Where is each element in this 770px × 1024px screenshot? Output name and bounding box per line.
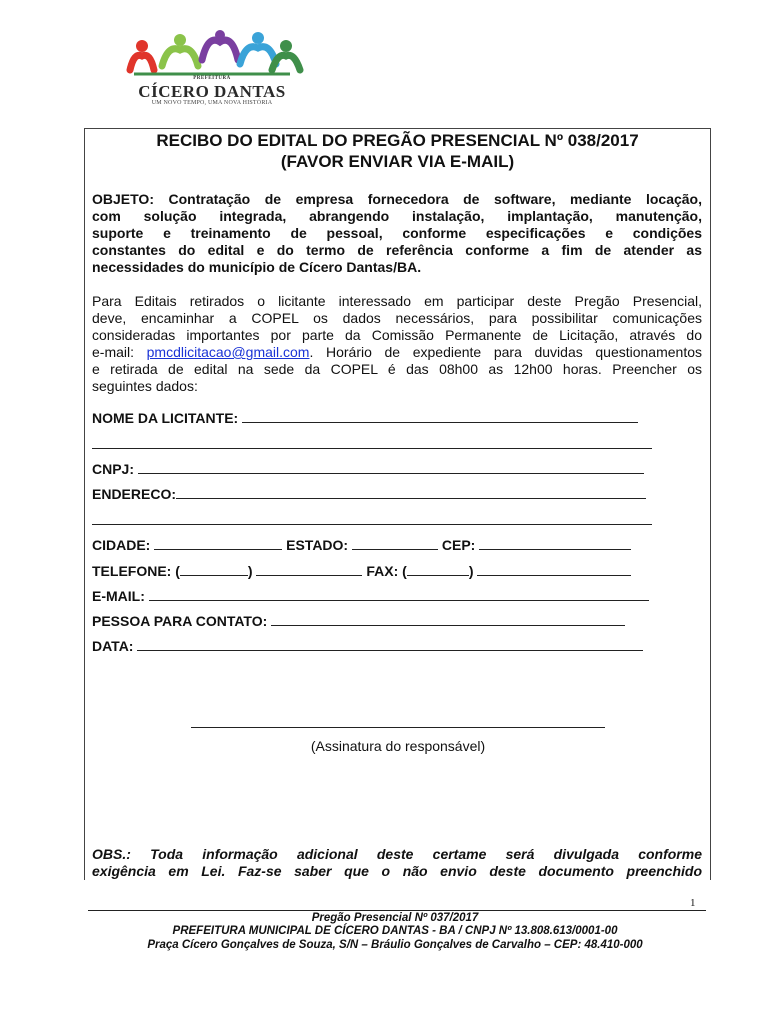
objeto-line: com solução integrada, abrangendo instalação, implantação, manutenção,	[92, 208, 702, 224]
email-label: E-MAIL:	[92, 588, 145, 604]
contato-field	[92, 613, 625, 629]
cidade-estado-cep-field	[92, 537, 631, 553]
endereco-field	[92, 486, 646, 502]
obs-line: OBS.: Toda informação adicional deste certame será divulgada conforme	[92, 846, 702, 862]
objeto-line: constantes do edital e do termo de referência conforme a fim de atender as	[92, 242, 702, 258]
document-title: RECIBO DO EDITAL DO PREGÃO PRESENCIAL Nº 038/2017	[156, 131, 639, 150]
cidade-input-line[interactable]	[154, 538, 282, 550]
data-label: DATA:	[92, 638, 134, 654]
email-field	[92, 588, 649, 604]
contato-input-line[interactable]	[271, 614, 625, 626]
email-suffix: . Horário de expediente para duvidas questionamentos	[309, 344, 702, 360]
logo-slogan: UM NOVO TEMPO, UMA NOVA HISTÓRIA	[151, 100, 273, 106]
cnpj-field	[92, 461, 644, 477]
data-input-line[interactable]	[137, 639, 643, 651]
contato-label: PESSOA PARA CONTATO:	[92, 613, 268, 629]
instructions-line: e retirada de edital na sede da COPEL é das 08h00 as 12h00 horas. Preencher os	[92, 361, 702, 377]
cep-label: CEP:	[441, 537, 476, 553]
page-number: 1	[690, 897, 696, 909]
signature-label: (Assinatura do responsável)	[310, 738, 486, 754]
telefone-fax-field: TELEFONE: ( ) FAX: ( )	[92, 563, 631, 579]
document-subtitle: (FAVOR ENVIAR VIA E-MAIL)	[280, 152, 515, 171]
instructions-line: deve, encaminhar a COPEL os dados necessários, para possibilitar comunicações	[92, 310, 702, 326]
instructions-line-email	[92, 344, 702, 361]
instructions-line: consideradas importantes por parte da Comissão Permanente de Licitação, através do	[92, 327, 702, 343]
instructions-paragraph	[92, 293, 702, 395]
email-link[interactable]: pmcdlicitacao@gmail.com	[146, 344, 310, 360]
nome-input-line-2[interactable]	[92, 448, 652, 449]
endereco-input-line-2[interactable]	[92, 524, 652, 525]
obs-line: exigência em Lei. Faz-se saber que o não envio deste documento preenchido	[92, 863, 702, 879]
cnpj-label: CNPJ:	[92, 461, 135, 477]
objeto-line: necessidades do município de Cícero Dantas/BA.	[92, 259, 422, 275]
municipality-logo	[112, 30, 312, 108]
footer-divider	[88, 910, 706, 911]
endereco-label: ENDERECO:	[92, 486, 177, 502]
nome-field	[92, 410, 638, 426]
footer-line-3: Praça Cícero Gonçalves de Souza, S/N – Bráulio Gonçalves de Carvalho – CEP: 48.410-000	[147, 939, 643, 951]
endereco-input-line[interactable]	[176, 487, 646, 499]
cnpj-input-line[interactable]	[138, 462, 644, 474]
people-figures-logo-icon	[120, 30, 304, 78]
telefone-ddd-input-line[interactable]	[180, 564, 248, 576]
cidade-label: CIDADE:	[92, 537, 151, 553]
fax-ddd-input-line[interactable]	[407, 564, 469, 576]
objeto-line: OBJETO: Contratação de empresa fornecedora de software, mediante locação,	[92, 191, 702, 207]
email-prefix: e-mail:	[92, 344, 147, 360]
footer-line-1: Pregão Presencial Nº 037/2017	[311, 912, 479, 924]
logo-city-name: CÍCERO DANTAS	[138, 82, 286, 101]
obs-paragraph	[92, 846, 702, 880]
data-field	[92, 638, 643, 654]
telefone-input-line[interactable]	[256, 564, 362, 576]
objeto-line: suporte e treinamento de pessoal, conforme especificações e condições	[92, 225, 702, 241]
fax-label: FAX:	[366, 563, 399, 579]
estado-input-line[interactable]	[352, 538, 438, 550]
nome-input-line[interactable]	[242, 411, 638, 423]
telefone-label: TELEFONE:	[92, 563, 172, 579]
logo-prefeitura-text: PREFEITURA	[193, 76, 231, 81]
instructions-line: seguintes dados:	[92, 378, 198, 394]
objeto-paragraph	[92, 191, 702, 276]
estado-label: ESTADO:	[286, 537, 349, 553]
instructions-line: Para Editais retirados o licitante interessado em participar deste Pregão Presencial,	[92, 293, 702, 309]
nome-label: NOME DA LICITANTE:	[92, 410, 239, 426]
fax-input-line[interactable]	[477, 564, 631, 576]
cep-input-line[interactable]	[479, 538, 631, 550]
footer-line-2: PREFEITURA MUNICIPAL DE CÍCERO DANTAS - BA / CNPJ Nº 13.808.613/0001-00	[172, 925, 618, 937]
email-input-line[interactable]	[149, 589, 649, 601]
signature-line[interactable]	[191, 727, 605, 728]
